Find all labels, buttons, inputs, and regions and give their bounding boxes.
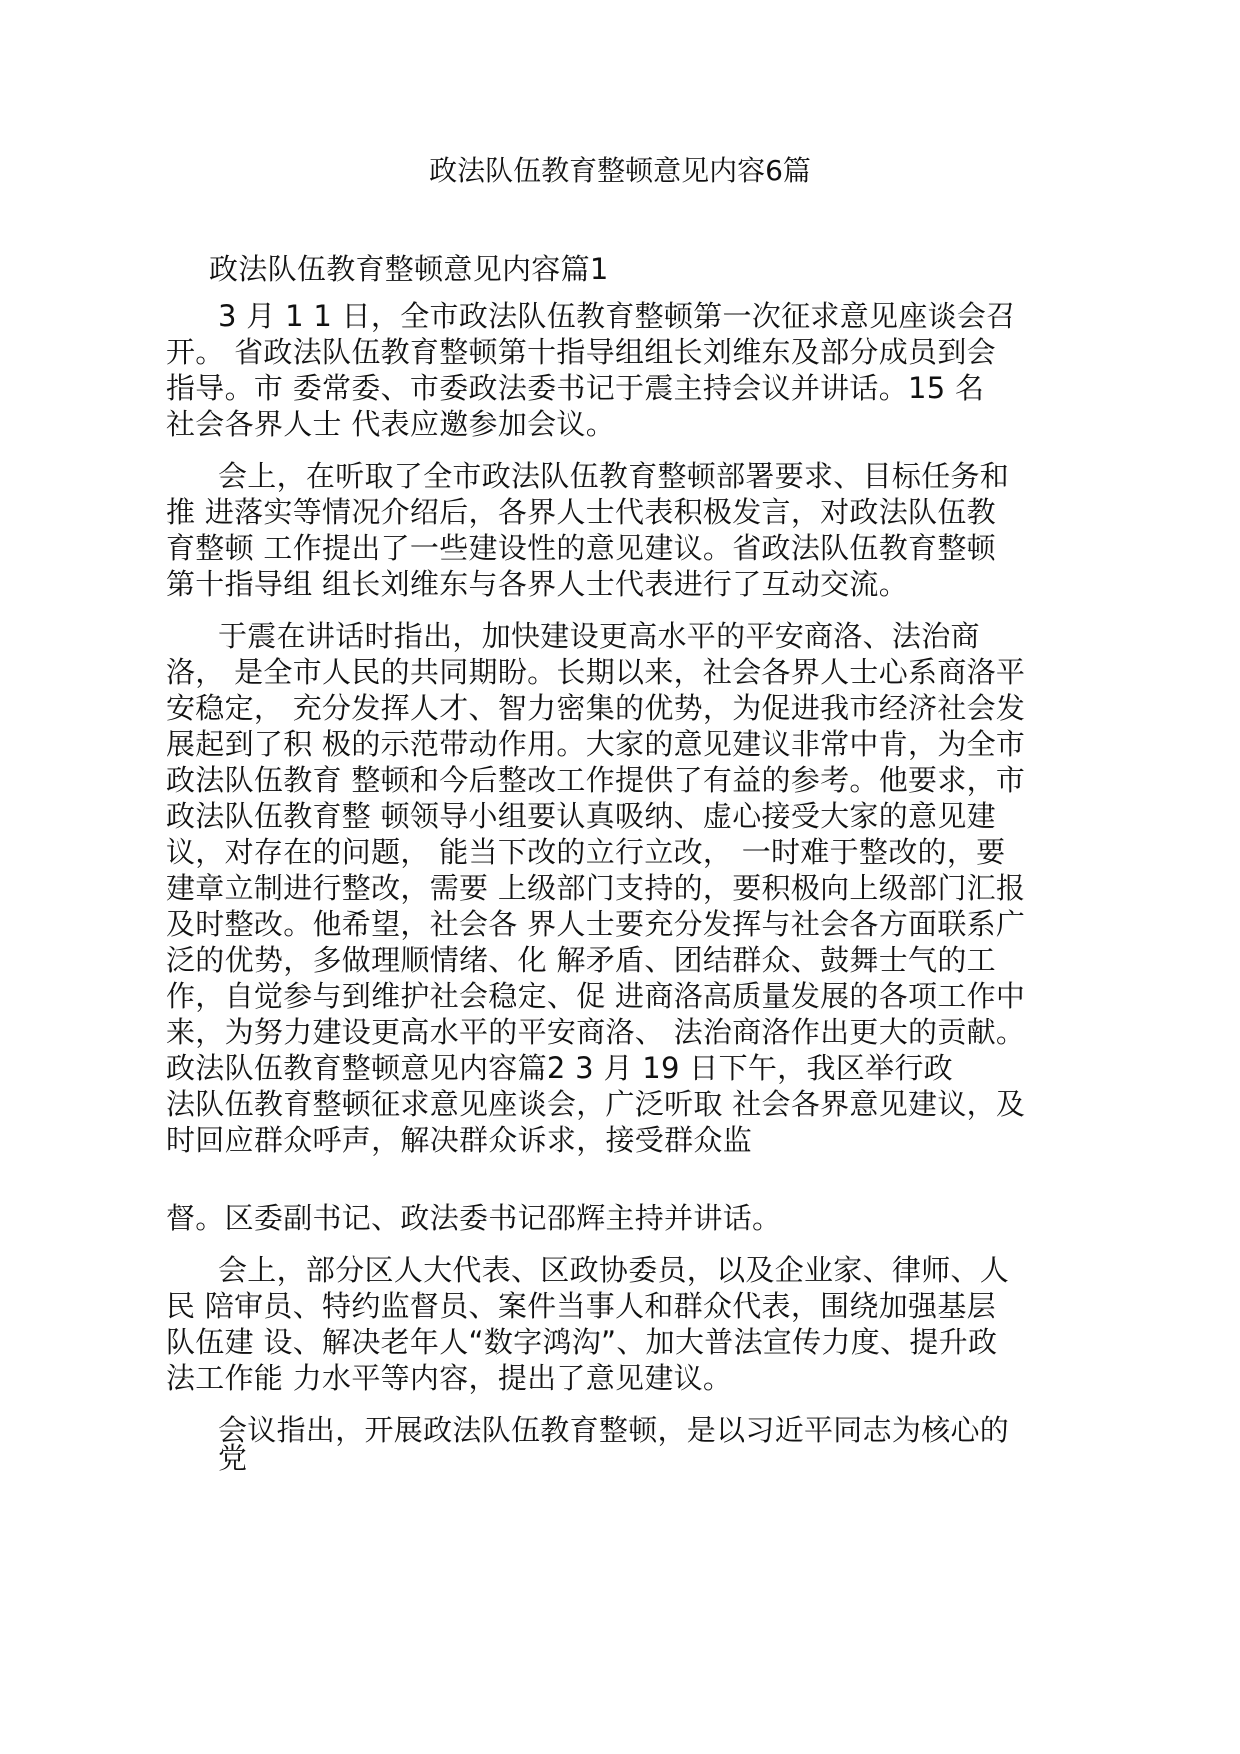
paragraph-line: 来，为努力建设更高水平的平安商洛、 法治商洛作出更大的贡献。 (166, 1015, 1026, 1049)
paragraph-line: 于震在讲话时指出，加快建设更高水平的平安商洛、法治商 (218, 619, 980, 653)
paragraph-line: 指导。市 委常委、市委政法委书记于震主持会议并讲话。15 名 (166, 371, 985, 405)
paragraph-line: 队伍建 设、解决老年人“数字鸿沟”、加大普法宣传力度、提升政 (166, 1325, 998, 1359)
section-heading-1: 政法队伍教育整顿意见内容篇1 (209, 252, 609, 286)
paragraph-line: 会议指出，开展政法队伍教育整顿，是以习近平同志为核心的 (218, 1413, 1010, 1447)
paragraph-line: 及时整改。他希望，社会各 界人士要充分发挥与社会各方面联系广 (166, 907, 1026, 941)
paragraph-line: 作，自觉参与到维护社会稳定、促 进商洛高质量发展的各项工作中 (166, 979, 1026, 1013)
paragraph-line: 安稳定， 充分发挥人才、智力密集的优势，为促进我市经济社会发 (166, 691, 1026, 725)
paragraph-line: 会上，部分区人大代表、区政协委员，以及企业家、律师、人 (218, 1253, 1010, 1287)
paragraph-line: 育整顿 工作提出了一些建设性的意见建议。省政法队伍教育整顿 (166, 531, 996, 565)
paragraph-line: 建章立制进行整改，需要 上级部门支持的，要积极向上级部门汇报 (166, 871, 1026, 905)
paragraph-line: 党 (218, 1441, 248, 1475)
paragraph-line: 民 陪审员、特约监督员、案件当事人和群众代表，围绕加强基层 (166, 1289, 996, 1323)
paragraph-line: 社会各界人士 代表应邀参加会议。 (166, 407, 616, 441)
paragraph-line: 议，对存在的问题， 能当下改的立行立改， 一时难于整改的，要 (166, 835, 1006, 869)
paragraph-line: 法工作能 力水平等内容，提出了意见建议。 (166, 1361, 733, 1395)
paragraph-line: 时回应群众呼声，解决群众诉求，接受群众监 (166, 1123, 753, 1157)
paragraph-line: 政法队伍教育整 顿领导小组要认真吸纳、虚心接受大家的意见建 (166, 799, 996, 833)
paragraph-line: 政法队伍教育整顿意见内容篇2 3 月 19 日下午，我区举行政 (166, 1051, 953, 1085)
paragraph-line: 第十指导组 组长刘维东与各界人士代表进行了互动交流。 (166, 567, 909, 601)
paragraph-line: 会上，在听取了全市政法队伍教育整顿部署要求、目标任务和 (218, 459, 1010, 493)
paragraph-line: 法队伍教育整顿征求意见座谈会，广泛听取 社会各界意见建议，及 (166, 1087, 1026, 1121)
paragraph-line: 展起到了积 极的示范带动作用。大家的意见建议非常中肯，为全市 (166, 727, 1026, 761)
paragraph-line: 泛的优势，多做理顺情绪、化 解矛盾、团结群众、鼓舞士气的工 (166, 943, 996, 977)
paragraph-line: 3 月 1 1 日，全市政法队伍教育整顿第一次征求意见座谈会召 (218, 299, 1016, 333)
paragraph-line: 政法队伍教育 整顿和今后整改工作提供了有益的参考。他要求，市 (166, 763, 1026, 797)
paragraph-line: 督。区委副书记、政法委书记邵辉主持并讲话。 (166, 1201, 782, 1235)
paragraph-line: 洛， 是全市人民的共同期盼。长期以来，社会各界人士心系商洛平 (166, 655, 1026, 689)
paragraph-line: 开。 省政法队伍教育整顿第十指导组组长刘维东及部分成员到会 (166, 335, 996, 369)
paragraph-line: 推 进落实等情况介绍后，各界人士代表积极发言，对政法队伍教 (166, 495, 996, 529)
document-title: 政法队伍教育整顿意见内容6篇 (429, 154, 811, 187)
